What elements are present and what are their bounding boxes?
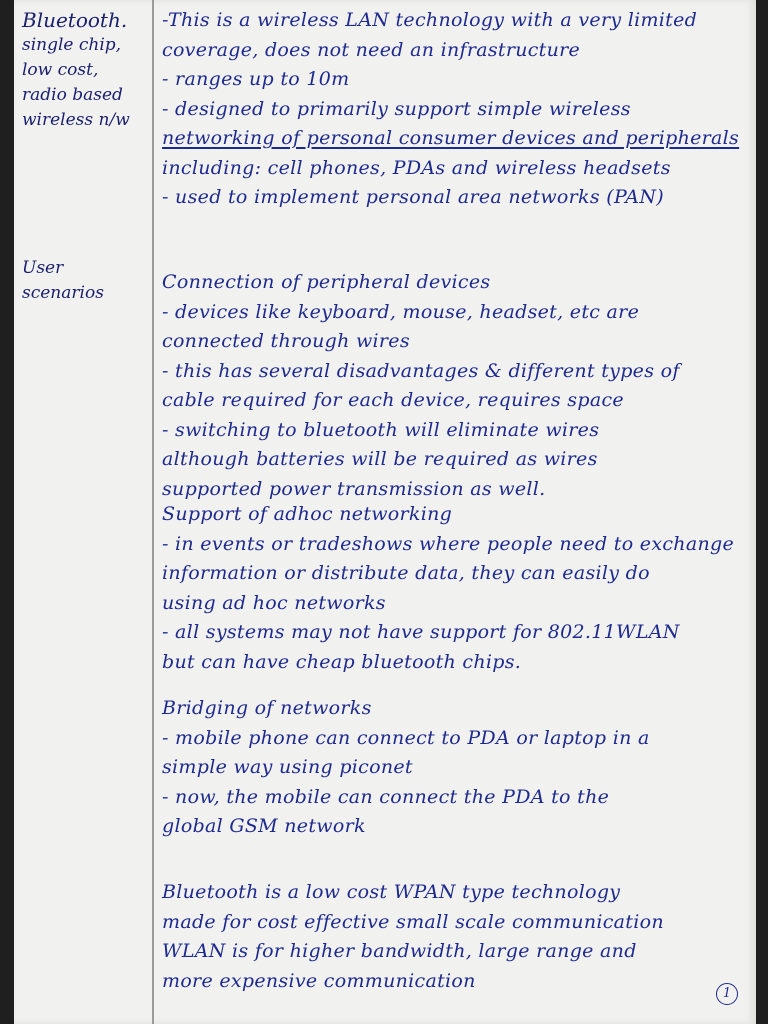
- side-note-line: low cost,: [22, 60, 99, 80]
- section-bridging-networks: [162, 694, 752, 842]
- note-line: simple way using piconet: [162, 756, 413, 778]
- note-line: networking of personal consumer devices and peripherals: [162, 127, 740, 149]
- note-line: - now, the mobile can connect the PDA to the: [162, 785, 610, 808]
- note-line: - devices like keyboard, mouse, headset, etc are: [162, 300, 640, 323]
- note-line: - designed to primarily support simple wireless: [162, 97, 631, 120]
- note-line: - this has several disadvantages & different types of: [162, 359, 680, 382]
- section-heading: Connection of peripheral devices: [162, 271, 491, 293]
- note-line: more expensive communication: [162, 969, 476, 992]
- section-connection-peripheral: [162, 268, 752, 504]
- note-line: - switching to bluetooth will eliminate wires: [162, 418, 600, 441]
- section-intro: [162, 6, 752, 213]
- note-line: connected through wires: [162, 330, 410, 352]
- note-line: but can have cheap bluetooth chips.: [162, 650, 522, 673]
- section-adhoc-networking: [162, 500, 752, 677]
- page-number: 1: [716, 983, 738, 1005]
- section-summary: [162, 878, 752, 996]
- margin-line: [152, 0, 154, 1024]
- side-note-line: single chip,: [22, 35, 122, 55]
- side-note-user-scenarios: [22, 256, 150, 306]
- note-line: information or distribute data, they can easily do: [162, 562, 650, 584]
- note-line: including: cell phones, PDAs and wireless headsets: [162, 156, 671, 179]
- note-line: -This is a wireless LAN technology with a very limited: [162, 9, 698, 31]
- note-line: - in events or tradeshows where people need to exchange: [162, 532, 735, 555]
- side-note-bluetooth: [22, 8, 150, 133]
- note-line: - used to implement personal area networks (PAN): [162, 186, 664, 208]
- note-line: WLAN is for higher bandwidth, large range and: [162, 940, 637, 962]
- note-line: - mobile phone can connect to PDA or laptop in a: [162, 726, 650, 749]
- note-line: supported power transmission as well.: [162, 477, 546, 500]
- note-line: - ranges up to 10m: [162, 68, 350, 90]
- note-line: Bluetooth is a low cost WPAN type technology: [162, 881, 621, 903]
- note-line: although batteries will be required as wires: [162, 448, 598, 470]
- section-heading: Support of adhoc networking: [162, 503, 453, 525]
- side-note-line: User: [22, 258, 64, 278]
- note-line: using ad hoc networks: [162, 591, 386, 614]
- note-line: cable required for each device, requires space: [162, 389, 624, 411]
- side-note-line: wireless n/w: [22, 110, 130, 130]
- side-note-line: scenarios: [22, 283, 104, 303]
- side-note-line: Bluetooth.: [22, 8, 128, 32]
- note-line: global GSM network: [162, 815, 366, 837]
- section-heading: Bridging of networks: [162, 697, 372, 719]
- note-line: - all systems may not have support for 802.11WLAN: [162, 621, 680, 643]
- notebook-page: [14, 0, 756, 1024]
- note-line: coverage, does not need an infrastructure: [162, 38, 581, 61]
- side-note-line: radio based: [22, 85, 123, 105]
- note-line: made for cost effective small scale communication: [162, 910, 664, 933]
